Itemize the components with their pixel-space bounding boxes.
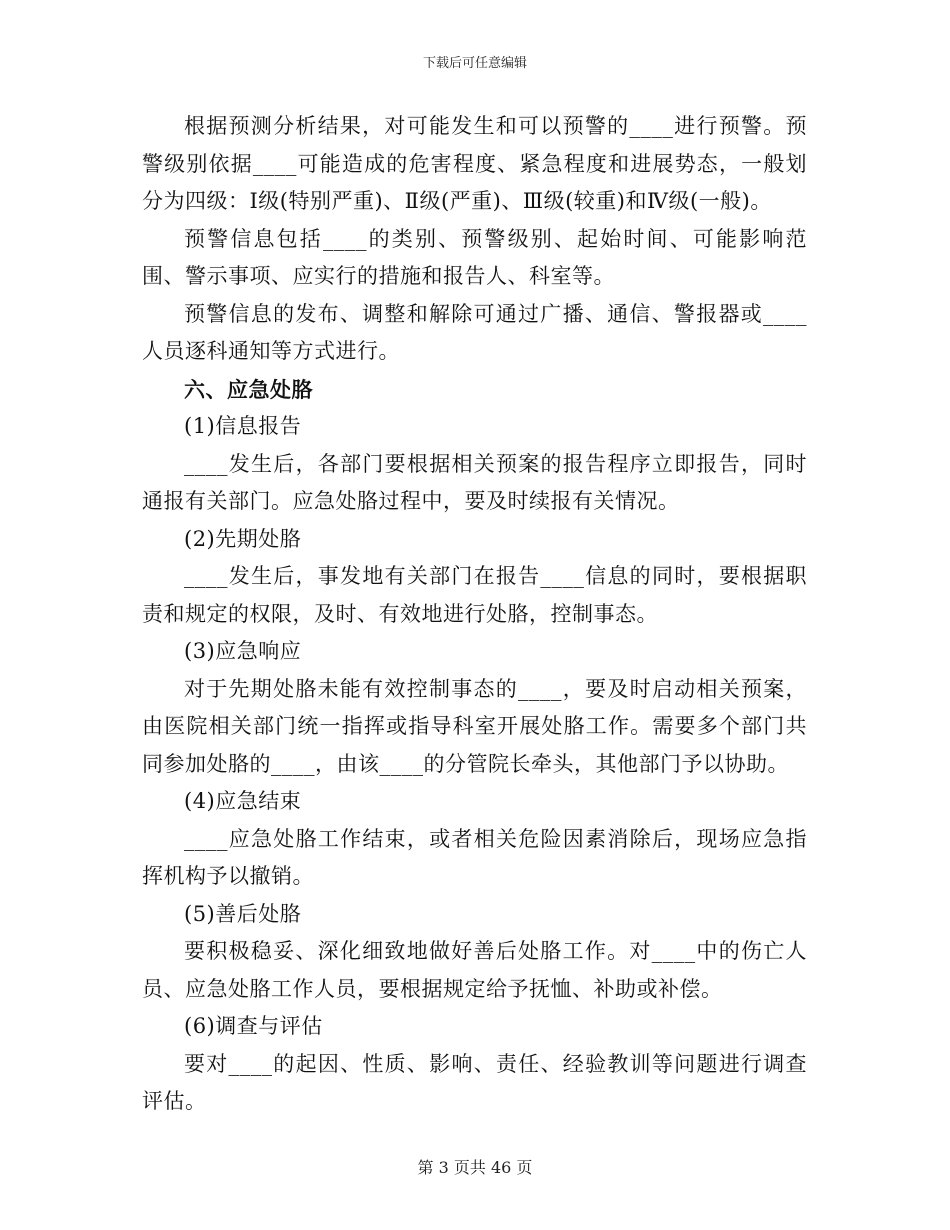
paragraph-investigation: 要对____的起因、性质、影响、责任、经验教训等问题进行调查评估。 xyxy=(142,1051,807,1113)
page-number-footer: 第 3 页共 46 页 xyxy=(417,1158,533,1177)
subsection-title-initial-handling: (2)先期处胳 xyxy=(184,526,302,551)
paragraph-warning-info: 预警信息包括____的类别、预警级别、起始时间、可能影响范围、警示事项、应实行的措施和报告人、科室等。 xyxy=(142,226,807,288)
subsection-title-info-report: (1)信息报告 xyxy=(184,414,302,438)
paragraph-warning-levels: 根据预测分析结果，对可能发生和可以预警的____进行预警。预警级别依据____可能造成的危害程度、紧急程度和进展势态，一般划分为四级：Ⅰ级(特别严重)、Ⅱ级(严重)、Ⅲ级(较重)和Ⅳ级(一般)。 xyxy=(142,114,807,213)
subsection-title-aftermath: (5)善后处胳 xyxy=(184,901,302,926)
page-header-note: 下载后可任意编辑 xyxy=(422,56,527,71)
section-title: 六、应急处胳 xyxy=(184,376,313,402)
paragraph-warning-release: 预警信息的发布、调整和解除可通过广播、通信、警报器或____人员逐科通知等方式进行。 xyxy=(142,301,807,363)
paragraph-info-report: ____发生后，各部门要根据相关预案的报告程序立即报告，同时通报有关部门。应急处胳过程中，要及时续报有关情况。 xyxy=(142,451,807,513)
paragraph-emergency-response: 对于先期处胳未能有效控制事态的____，要及时启动相关预案，由医院相关部门统一指挥或指导科室开展处胳工作。需要多个部门共同参加处胳的____，由该____的分管院长牵头，其他部门予以协助。 xyxy=(142,676,807,776)
paragraph-aftermath: 要积极稳妥、深化细致地做好善后处胳工作。对____中的伤亡人员、应急处胳工作人员，要根据规定给予抚恤、补助或补偿。 xyxy=(142,939,807,1001)
subsection-title-emergency-response: (3)应急响应 xyxy=(184,639,302,663)
document-body xyxy=(142,108,807,1121)
paragraph-emergency-end: ____应急处胳工作结束，或者相关危险因素消除后，现场应急指挥机构予以撤销。 xyxy=(142,826,807,888)
subsection-title-investigation: (6)调查与评估 xyxy=(184,1014,323,1038)
subsection-title-emergency-end: (4)应急结束 xyxy=(184,789,302,813)
paragraph-initial-handling: ____发生后，事发地有关部门在报告____信息的同时，要根据职责和规定的权限，及时、有效地进行处胳，控制事态。 xyxy=(142,564,807,626)
